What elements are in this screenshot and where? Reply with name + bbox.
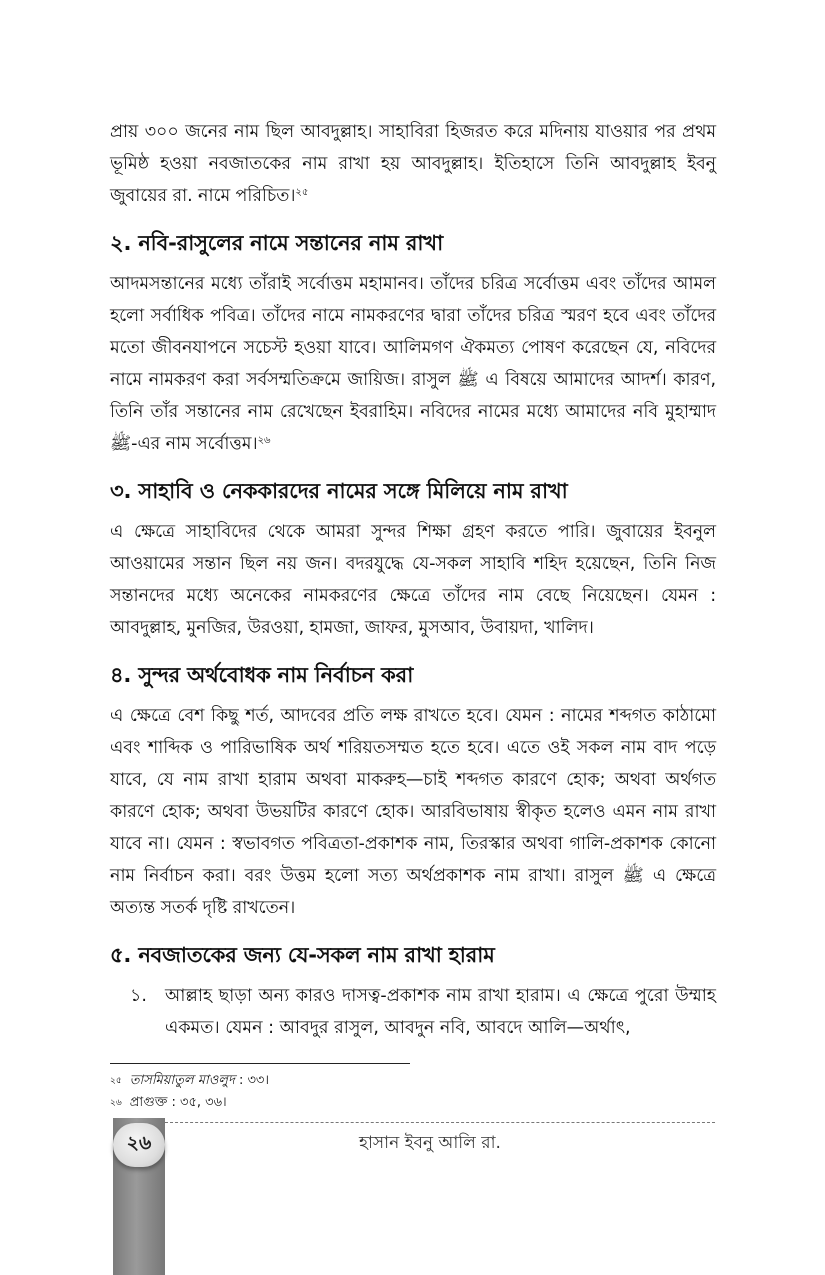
paragraph-section-3: এ ক্ষেত্রে সাহাবিদের থেকে আমরা সুন্দর শিক্ষা গ্রহণ করতে পারি। জুবায়ের ইবনুল আওয়ামের সন্তান ছিল নয় জন। বদরযুদ্ধে যে-সকল সাহাবি শহিদ হয়েছেন, তিনি নিজ সন্তানদের মধ্যে অনেকের নামকরণের ক্ষেত্রে তাঁদের নাম বেছে নিয়েছেন। যেমন : আবদুল্লাহ, মুনজির, উরওয়া, হামজা, জাফর, মুসআব, উবায়দা, খালিদ। <box>110 522 716 638</box>
paragraph-text: প্রায় ৩০০ জনের নাম ছিল আবদুল্লাহ। সাহাবিরা হিজরত করে মদিনায় যাওয়ার পর প্রথম ভূমিষ্ঠ হওয়া নবজাতকের নাম রাখা হয় আবদুল্লাহ। ইতিহাসে তিনি আবদুল্লাহ ইবনু জুবায়ের রা. নামে পরিচিত। <box>110 122 716 206</box>
page-number: ২৬ <box>113 1123 165 1167</box>
footnote-number: ২৬ <box>110 1098 122 1108</box>
list-item <box>110 980 716 1044</box>
list-item-number: ১. <box>130 986 147 1006</box>
footnote-ref[interactable]: ২৬ <box>257 435 271 446</box>
section-heading-5: ৫. নবজাতকের জন্য যে-সকল নাম রাখা হারাম <box>110 943 495 967</box>
footnote-source-title: তাসমিয়াতুল মাওলুদ <box>129 1073 235 1088</box>
paragraph-section-4: এ ক্ষেত্রে বেশ কিছু শর্ত, আদবের প্রতি লক্ষ রাখতে হবে। যেমন : নামের শব্দগত কাঠামো এবং শাব্দিক ও পারিভাষিক অর্থ শরিয়তসম্মত হতে হবে। এতে ওই সকল নাম বাদ পড়ে যাবে, যে নাম রাখা হারাম অথবা মাকরুহ—চাই শব্দগত কারণে হোক; অথবা অর্থগত কারণে হোক; অথবা উভয়টির কারণে হোক। আরবিভাষায় স্বীকৃত হলেও এমন নাম রাখা যাবে না। যেমন : স্বভাবগত পবিত্রতা-প্রকাশক নাম, তিরস্কার অথবা গালি-প্রকাশক কোনো নাম নির্বাচন করা। বরং উত্তম হলো সত্য অর্থপ্রকাশক নাম রাখা। রাসুল ﷺ এ ক্ষেত্রে অত্যন্ত সতর্ক দৃষ্টি রাখতেন। <box>110 706 716 918</box>
section-heading-4: ৪. সুন্দর অর্থবোধক নাম নির্বাচন করা <box>110 663 414 687</box>
section-heading-2: ২. নবি-রাসুলের নামে সন্তানের নাম রাখা <box>110 231 443 255</box>
list-item-text: আল্লাহ ছাড়া অন্য কারও দাসত্ব-প্রকাশক নাম রাখা হারাম। এ ক্ষেত্রে পুরো উম্মাহ একমত। যেমন : আবদুর রাসুল, আবদুন নবি, আবদে আলি—অর্থাৎ, <box>165 986 716 1038</box>
footnotes <box>110 1070 710 1114</box>
footnote-ref[interactable]: ২৫ <box>295 187 309 198</box>
footnote-number: ২৫ <box>110 1076 122 1086</box>
footer-dashed-line <box>165 1122 715 1123</box>
footnote-detail: : ৩৩। <box>234 1073 270 1088</box>
main-text <box>110 116 716 1044</box>
paragraph-section-2 <box>110 268 716 460</box>
paragraph-intro <box>110 116 716 212</box>
section-heading-3: ৩. সাহাবি ও নেককারদের নামের সঙ্গে মিলিয়ে নাম রাখা <box>110 479 568 503</box>
footnote-26 <box>110 1092 710 1114</box>
paragraph-text: আদমসন্তানের মধ্যে তাঁরাই সর্বোত্তম মহামানব। তাঁদের চরিত্র সর্বোত্তম এবং তাঁদের আমল হলো সর্বাধিক পবিত্র। তাঁদের নামে নামকরণের দ্বারা তাঁদের চরিত্র স্মরণ হবে এবং তাঁদের মতো জীবনযাপনে সচেস্ট হওয়া যাবে। আলিমগণ ঐকমত্য পোষণ করেছেন যে, নবিদের নামে নামকরণ করা সর্বসম্মতিক্রমে জায়িজ। রাসুল ﷺ এ বিষয়ে আমাদের আদর্শ। কারণ, তিনি তাঁর সন্তানের নাম রেখেছেন ইবরাহিম। নবিদের নামের মধ্যে আমাদের নবি মুহাম্মাদ ﷺ-এর নাম সর্বোত্তম। <box>110 274 717 454</box>
footnote-detail: প্রাগুক্ত : ৩৫, ৩৬। <box>129 1095 227 1110</box>
footnote-divider <box>110 1063 410 1064</box>
footnote-25 <box>110 1070 710 1092</box>
running-head: হাসান ইবনু আলি রা. <box>359 1133 501 1153</box>
